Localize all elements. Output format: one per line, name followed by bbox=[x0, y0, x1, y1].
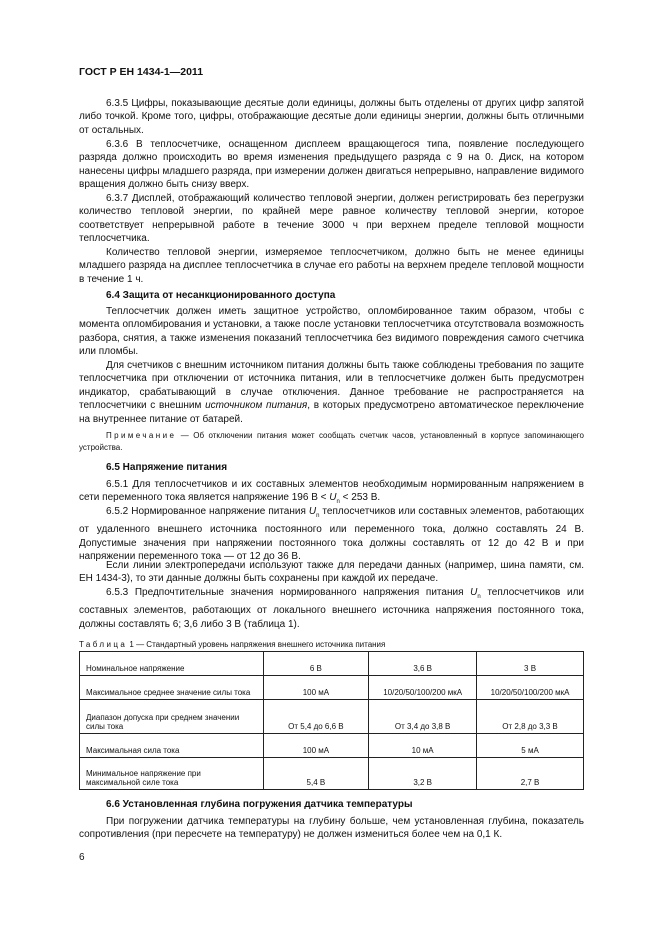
table-cell: 5 мА bbox=[477, 734, 584, 758]
paragraph-6-4-a: Теплосчетчик должен иметь защитное устройство, опломбированное таким образом, чтобы с момента опломбирования и установки, а также после установки теплосчетчика отсутствовала возможность разбора, снятия, а также изменения показаний теплосчетчика без видимого повреждения самого счетчика или пломбы. bbox=[79, 306, 584, 358]
paragraph-6-5-2-cont: Если линии электропередачи используют также для передачи данных (например, шина памяти, см. ЕН 1434-3), то эти данные должны быть сохранены при каждой их передаче. bbox=[79, 560, 584, 585]
table-row bbox=[80, 758, 584, 790]
table-row bbox=[80, 652, 584, 676]
table-row bbox=[80, 676, 584, 700]
table-cell: 2,7 В bbox=[477, 758, 584, 790]
voltage-table bbox=[79, 651, 584, 790]
table-cell: Минимальное напряжение при максимальной силе тока bbox=[80, 758, 264, 790]
table-cell: Максимальное среднее значение силы тока bbox=[80, 676, 264, 700]
table-cell: 10 мА bbox=[369, 734, 477, 758]
table-cell: 10/20/50/100/200 мкА bbox=[369, 676, 477, 700]
table-caption: Таблица 1 — Стандартный уровень напряжения внешнего источника питания bbox=[79, 640, 386, 649]
section-6-4-heading: 6.4 Защита от несанкционированного доступа bbox=[106, 290, 336, 301]
standard-header: ГОСТ Р ЕН 1434-1—2011 bbox=[79, 66, 204, 78]
table-cell: 3,2 В bbox=[369, 758, 477, 790]
table-cell: От 5,4 до 6,6 В bbox=[263, 700, 369, 734]
table-cell: От 3,4 до 3,8 В bbox=[369, 700, 477, 734]
table-row bbox=[80, 734, 584, 758]
paragraph-6-3-7-cont: Количество тепловой энергии, измеряемое теплосчетчиком, должно быть не менее единицы младшего разряда на дисплее теплосчетчика в случае его работы на верхнем пределе тепловой мощности в течение 1 ч. bbox=[79, 247, 584, 285]
paragraph-6-5-1: 6.5.1 Для теплосчетчиков и их составных элементов необходимым нормированным напряжением в сети переменного тока является напряжение 196 $В < U_n < 253$ В. bbox=[79, 479, 584, 506]
table-cell: 5,4 В bbox=[263, 758, 369, 790]
table-cell: 6 В bbox=[263, 652, 369, 676]
note: Примечание — Об отключении питания может сообщать счетчик часов, установленный в корпусе запоминающего устройства. bbox=[79, 431, 584, 452]
section-6-6-heading: 6.6 Установленная глубина погружения датчика температуры bbox=[106, 799, 413, 810]
table-cell: Диапазон допуска при среднем значении силы тока bbox=[80, 700, 264, 734]
table-cell: 10/20/50/100/200 мкА bbox=[477, 676, 584, 700]
paragraph-6-4-b: Для счетчиков с внешним источником питания должны быть также соблюдены требования по защите теплосчетчика при отключении от источника питания, или в теплосчетчике должен быть предусмотрен индикатор, срабатывающий в случае отключения. Данное требование не распространяется на теплосчетчики с внешним источником питания, в которых предусмотрено автоматическое переключение на внутреннее питание от батарей. bbox=[79, 360, 584, 425]
table-cell: 3,6 В bbox=[369, 652, 477, 676]
paragraph-6-3-5: 6.3.5 Цифры, показывающие десятые доли единицы, должны быть отделены от других цифр запятой либо точкой. Кроме того, цифры, отображающие десятые доли единицы энергии, должны быть отличными от остальных. bbox=[79, 98, 584, 136]
table-cell: Максимальная сила тока bbox=[80, 734, 264, 758]
table-cell: Номинальное напряжение bbox=[80, 652, 264, 676]
table-cell: 100 мА bbox=[263, 676, 369, 700]
table-cell: 100 мА bbox=[263, 734, 369, 758]
table-cell: 3 В bbox=[477, 652, 584, 676]
table-row bbox=[80, 700, 584, 734]
paragraph-6-5-2: 6.5.2 Нормированное напряжение питания $U_n$ теплосчетчиков или составных элементов, работающих от удаленного внешнего источника постоянного или переменного тока, должно составлять 24 В. Допустимые значения при напряжении постоянного тока должны составлять от 12 до 42 В и при напряжении переменного тока — от 12 до 36 В. bbox=[79, 506, 584, 563]
page-number: 6 bbox=[79, 852, 85, 863]
paragraph-6-3-7: 6.3.7 Дисплей, отображающий количество тепловой энергии, должен регистрировать без перегрузки количество тепловой энергии, по крайней мере равное количеству тепловой энергии, которое соответствует непрерывной работе в течение 3000 ч при верхнем пределе тепловой мощности теплосчетчика. bbox=[79, 193, 584, 245]
section-6-5-heading: 6.5 Напряжение питания bbox=[106, 462, 228, 473]
paragraph-6-5-3: 6.5.3 Предпочтительные значения нормированного напряжения питания $U_n$ теплосчетчиков или составных элементов, работающих от локального внешнего источника напряжения постоянного тока, должны составлять 6; 3,6 либо 3 В (таблица 1). bbox=[79, 587, 584, 630]
table-cell: От 2,8 до 3,3 В bbox=[477, 700, 584, 734]
paragraph-6-6: При погружении датчика температуры на глубину больше, чем установленная глубина, показатель сопротивления (при пересчете на температуру) не должен измениться более чем на 0,1 К. bbox=[79, 816, 584, 841]
paragraph-6-3-6: 6.3.6 В теплосчетчике, оснащенном дисплеем вращающегося типа, появление последующего разряда должно происходить во время изменения предыдущего разряда с 9 на 0. Диск, на котором нанесены цифры младшего разряда, при измерении должен двигаться непрерывно, направление видимого вращения должно быть снизу вверх. bbox=[79, 139, 584, 191]
